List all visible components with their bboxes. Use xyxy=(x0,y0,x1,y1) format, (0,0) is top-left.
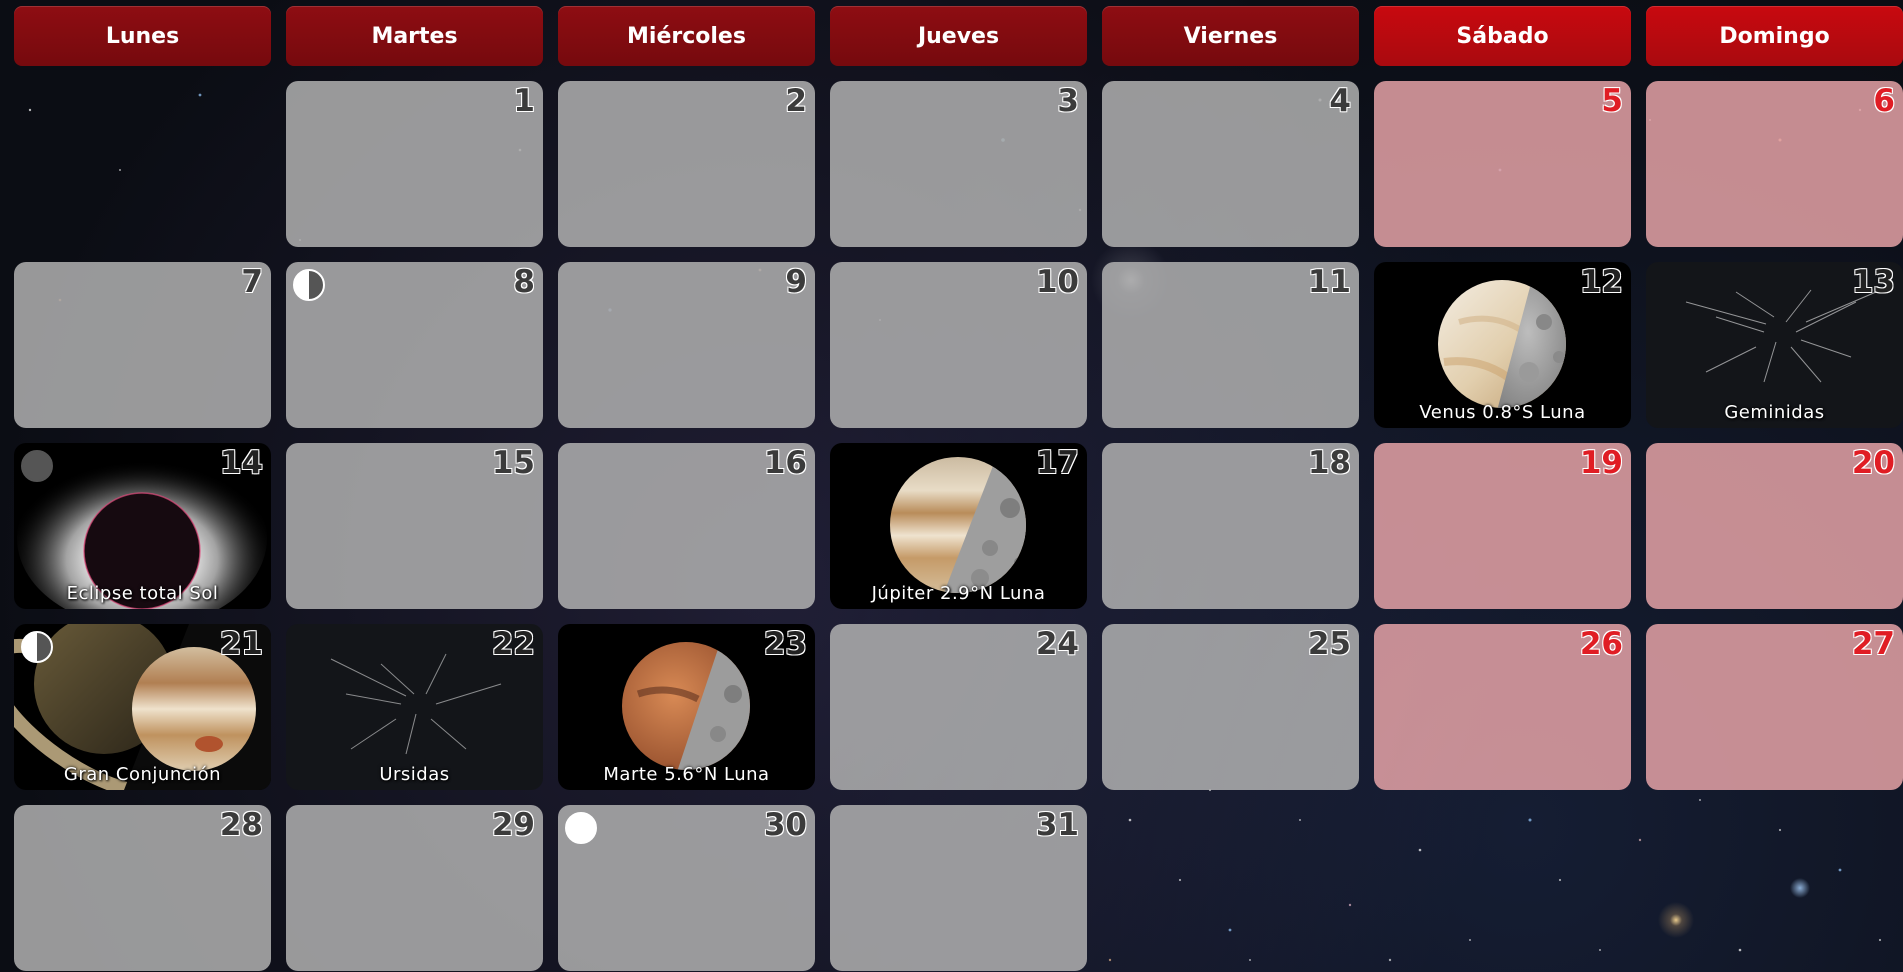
day-number: 23 xyxy=(763,626,807,662)
day-cell-30[interactable] xyxy=(558,805,815,971)
day-number: 11 xyxy=(1307,264,1351,300)
empty-day-cell xyxy=(14,81,271,247)
day-cell-2[interactable] xyxy=(558,81,815,247)
weekday-header-friday: Viernes xyxy=(1102,6,1359,66)
day-number: 7 xyxy=(241,264,263,300)
day-number: 6 xyxy=(1873,83,1895,119)
day-cell-15[interactable] xyxy=(286,443,543,609)
day-number: 2 xyxy=(785,83,807,119)
day-number: 16 xyxy=(763,445,807,481)
day-cell-16[interactable] xyxy=(558,443,815,609)
event-caption: Gran Conjunción xyxy=(63,764,222,785)
day-number: 27 xyxy=(1851,626,1895,662)
day-cell-11[interactable] xyxy=(1102,262,1359,428)
weekday-header-tuesday: Martes xyxy=(286,6,543,66)
day-number: 18 xyxy=(1307,445,1351,481)
day-number: 4 xyxy=(1329,83,1351,119)
day-number: 26 xyxy=(1579,626,1623,662)
event-caption: Marte 5.6°N Luna xyxy=(603,764,770,785)
day-cell-4[interactable] xyxy=(1102,81,1359,247)
day-cell-21[interactable] xyxy=(14,624,271,790)
day-cell-19[interactable] xyxy=(1374,443,1631,609)
day-cell-28[interactable] xyxy=(14,805,271,971)
day-number: 5 xyxy=(1601,83,1623,119)
day-cell-7[interactable] xyxy=(14,262,271,428)
day-cell-20[interactable] xyxy=(1646,443,1903,609)
full-moon-icon xyxy=(565,812,597,844)
event-caption: Geminidas xyxy=(1724,402,1825,423)
weekday-header-sunday: Domingo xyxy=(1646,6,1903,66)
day-number: 19 xyxy=(1579,445,1623,481)
day-number: 28 xyxy=(219,807,263,843)
day-number: 8 xyxy=(513,264,535,300)
new-moon-icon xyxy=(21,450,53,482)
day-number: 17 xyxy=(1035,445,1079,481)
day-cell-18[interactable] xyxy=(1102,443,1359,609)
day-cell-23[interactable] xyxy=(558,624,815,790)
day-cell-12[interactable] xyxy=(1374,262,1631,428)
calendar-grid xyxy=(14,81,1903,971)
day-number: 24 xyxy=(1035,626,1079,662)
day-cell-6[interactable] xyxy=(1646,81,1903,247)
day-cell-31[interactable] xyxy=(830,805,1087,971)
day-cell-22[interactable] xyxy=(286,624,543,790)
day-cell-8[interactable] xyxy=(286,262,543,428)
day-cell-27[interactable] xyxy=(1646,624,1903,790)
day-number: 22 xyxy=(491,626,535,662)
day-cell-9[interactable] xyxy=(558,262,815,428)
day-cell-25[interactable] xyxy=(1102,624,1359,790)
event-caption: Ursidas xyxy=(379,764,450,785)
day-cell-5[interactable] xyxy=(1374,81,1631,247)
day-number: 21 xyxy=(219,626,263,662)
weekday-header-row xyxy=(14,6,1903,66)
day-number: 12 xyxy=(1579,264,1623,300)
day-cell-13[interactable] xyxy=(1646,262,1903,428)
day-cell-1[interactable] xyxy=(286,81,543,247)
day-cell-3[interactable] xyxy=(830,81,1087,247)
day-number: 15 xyxy=(491,445,535,481)
day-number: 1 xyxy=(513,83,535,119)
day-number: 20 xyxy=(1851,445,1895,481)
first-quarter-icon xyxy=(21,631,53,663)
weekday-header-saturday: Sábado xyxy=(1374,6,1631,66)
day-number: 13 xyxy=(1851,264,1895,300)
event-caption: Júpiter 2.9°N Luna xyxy=(871,583,1046,604)
day-number: 3 xyxy=(1057,83,1079,119)
day-number: 10 xyxy=(1035,264,1079,300)
weekday-header-monday: Lunes xyxy=(14,6,271,66)
day-number: 31 xyxy=(1035,807,1079,843)
day-number: 9 xyxy=(785,264,807,300)
day-cell-24[interactable] xyxy=(830,624,1087,790)
day-number: 30 xyxy=(763,807,807,843)
day-cell-17[interactable] xyxy=(830,443,1087,609)
day-number: 14 xyxy=(219,445,263,481)
day-number: 29 xyxy=(491,807,535,843)
day-cell-26[interactable] xyxy=(1374,624,1631,790)
day-cell-14[interactable] xyxy=(14,443,271,609)
event-caption: Eclipse total Sol xyxy=(66,583,219,604)
weekday-header-thursday: Jueves xyxy=(830,6,1087,66)
day-cell-29[interactable] xyxy=(286,805,543,971)
day-number: 25 xyxy=(1307,626,1351,662)
first-quarter-icon xyxy=(293,269,325,301)
event-caption: Venus 0.8°S Luna xyxy=(1419,402,1586,423)
weekday-header-wednesday: Miércoles xyxy=(558,6,815,66)
day-cell-10[interactable] xyxy=(830,262,1087,428)
